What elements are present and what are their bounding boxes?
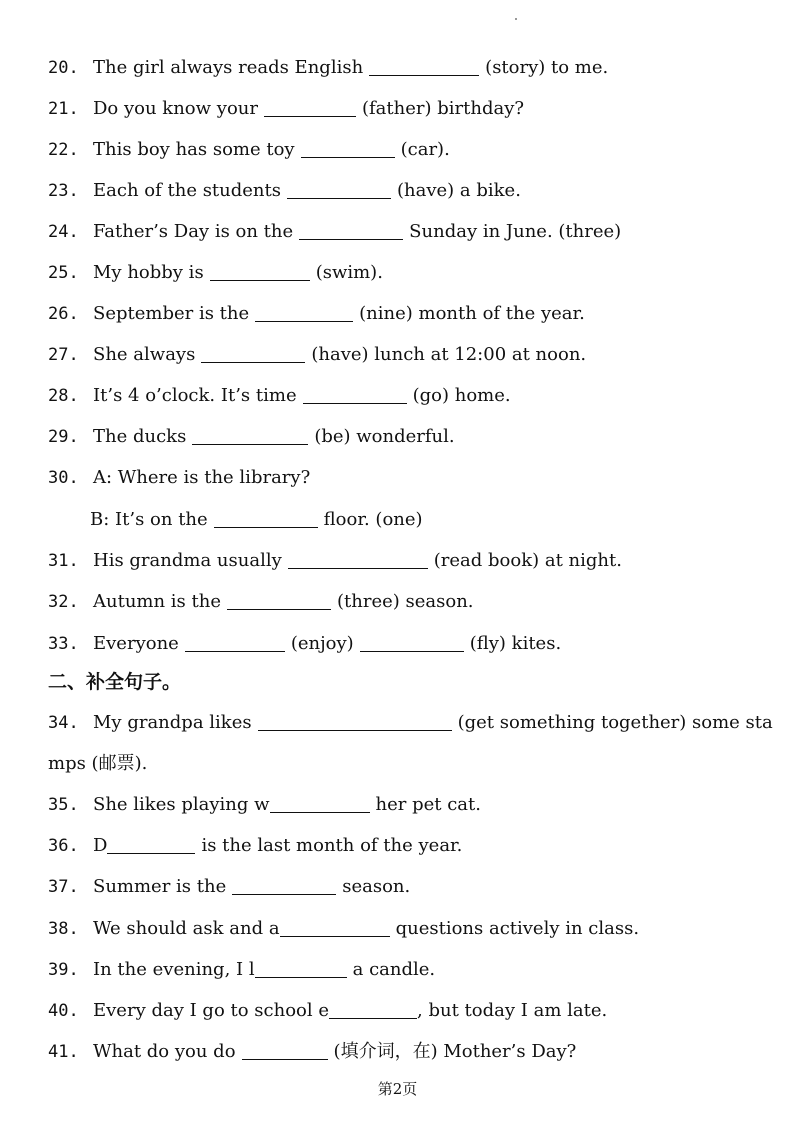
question-35: 35. She likes playing w her pet cat. — [48, 794, 481, 815]
answer-blank[interactable] — [264, 98, 356, 117]
answer-blank[interactable] — [255, 303, 353, 322]
question-32: 32. Autumn is the (three) season. — [48, 591, 474, 612]
question-29: 29. The ducks (be) wonderful. — [48, 426, 455, 447]
question-33: 33. Everyone (enjoy) (fly) kites. — [48, 633, 562, 654]
answer-blank[interactable] — [270, 794, 370, 813]
question-36: 36. D is the last month of the year. — [48, 835, 463, 856]
question-38: 38. We should ask and a questions actively in class. — [48, 918, 640, 939]
answer-blank[interactable] — [227, 591, 331, 610]
question-22: 22. This boy has some toy (car). — [48, 139, 450, 160]
question-39: 39. In the evening, I l a candle. — [48, 959, 436, 980]
answer-blank[interactable] — [280, 918, 390, 937]
question-28: 28. It’s 4 o’clock. It’s time (go) home. — [48, 385, 511, 406]
answer-blank[interactable] — [255, 959, 347, 978]
answer-blank[interactable] — [192, 426, 308, 445]
answer-blank[interactable] — [369, 57, 479, 76]
answer-blank[interactable] — [258, 712, 452, 731]
question-23: 23. Each of the students (have) a bike. — [48, 180, 521, 201]
question-41: 41. What do you do (填介词，在) Mother’s Day? — [48, 1041, 577, 1062]
question-30-b: B: It’s on the floor. (one) — [90, 509, 423, 530]
question-34-cont: mps (邮票). — [48, 753, 148, 774]
answer-blank[interactable] — [301, 139, 395, 158]
answer-blank[interactable] — [329, 1000, 417, 1019]
answer-blank[interactable] — [242, 1041, 328, 1060]
answer-blank[interactable] — [201, 344, 305, 363]
question-24: 24. Father’s Day is on the Sunday in June. (three) — [48, 221, 622, 242]
answer-blank[interactable] — [107, 835, 195, 854]
answer-blank[interactable] — [210, 262, 310, 281]
answer-blank[interactable] — [299, 221, 403, 240]
question-34: 34. My grandpa likes (get something together) some sta — [48, 712, 773, 733]
answer-blank[interactable] — [232, 876, 336, 895]
question-31: 31. His grandma usually (read book) at night. — [48, 550, 622, 571]
answer-blank[interactable] — [287, 180, 391, 199]
question-37: 37. Summer is the season. — [48, 876, 411, 897]
answer-blank[interactable] — [360, 633, 464, 652]
scan-speck — [515, 18, 517, 20]
answer-blank[interactable] — [303, 385, 407, 404]
question-25: 25. My hobby is (swim). — [48, 262, 383, 283]
question-21: 21. Do you know your (father) birthday? — [48, 98, 525, 119]
answer-blank[interactable] — [185, 633, 285, 652]
question-20: 20. The girl always reads English (story) to me. — [48, 57, 609, 78]
question-26: 26. September is the (nine) month of the year. — [48, 303, 585, 324]
question-30: 30. A: Where is the library? — [48, 467, 311, 488]
section-heading: 二、补全句子。 — [48, 671, 182, 693]
page-number: 第2页 — [377, 1080, 418, 1098]
answer-blank[interactable] — [214, 509, 318, 528]
question-40: 40. Every day I go to school e , but today I am late. — [48, 1000, 608, 1021]
answer-blank[interactable] — [288, 550, 428, 569]
question-27: 27. She always (have) lunch at 12:00 at noon. — [48, 344, 587, 365]
